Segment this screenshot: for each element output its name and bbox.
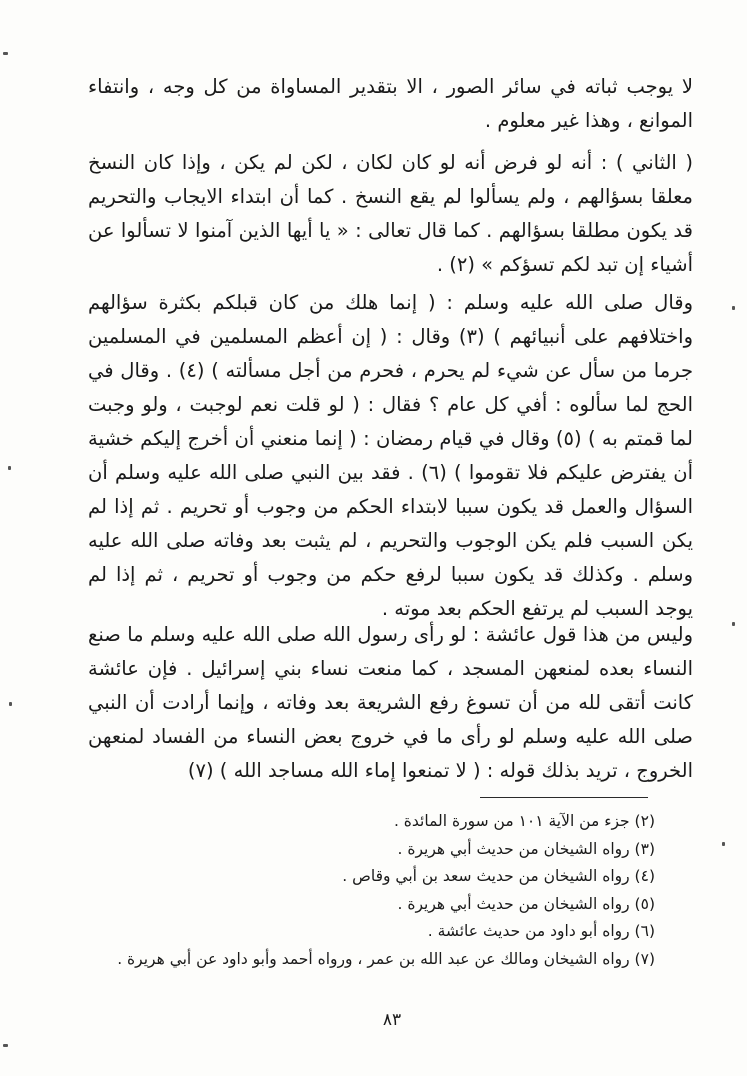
paragraph-text: لا يوجب ثباته في سائر الصور ، الا بتقدير المساواة من كل وجه ، وانتفاء الموانع ، وهذا غير معلوم . [88, 75, 693, 132]
page-number: ٨٣ [382, 1010, 402, 1030]
scan-speck [732, 306, 735, 310]
scan-speck [732, 622, 735, 626]
footnote-5: (٥) رواه الشيخان من حديث أبي هريرة . [397, 894, 655, 913]
paragraph-text: وقال صلى الله عليه وسلم : ( إنما هلك من كان قبلكم بكثرة سؤالهم واختلافهم على أنبيائهم ) (٣) وقال : ( إن أعظم المسلمين في المسلمين جرما من سأل عن شيء لم يحرم ، فحرم من أجل مسألته ) (٤) . وقال في الحج لما سألوه : أفي كل عام ؟ فقال : ( لو قلت نعم لوجبت ، ولو وجبت لما قمتم به ) (٥) وقال في قيام رمضان : ( إنما منعني أن أخرج إليكم خشية أن يفترض عليكم فلا تقوموا ) (٦) . فقد بين النبي صلى الله عليه وسلم أن السؤال والعمل قد يكون سببا لابتداء الحكم من وجوب أو تحريم . ثم إذا لم يكن السبب فلم يكن الوجوب والتحريم ، لم يثبت بعد وفاته صلى الله عليه وسلم . وكذلك قد يكون سببا لرفع حكم من وجوب أو تحريم ، ثم إذا لم يوجد السبب لم يرتفع الحكم بعد موته . [88, 291, 693, 620]
paragraph-text: وليس من هذا قول عائشة : لو رأى رسول الله صلى الله عليه وسلم ما صنع النساء بعده لمنعهن المسجد ، كما منعت نساء بني إسرائيل . فإن عائشة كانت أتقى لله من أن تسوغ رفع الشريعة بعد وفاته ، وإنما أرادت أن النبي صلى الله عليه وسلم لو رأى ما في خروج بعض النساء من الفساد لمنعهن الخروج ، تريد بذلك قوله : ( لا تمنعوا إماء الله مساجد الله ) (٧) [88, 623, 693, 782]
footnote-divider [480, 797, 648, 798]
paragraph-text: ( الثاني ) : أنه لو فرض أنه لو كان لكان ، لكن لم يكن ، وإذا كان النسخ معلقا بسؤالهم ، ولم يسألوا لم يقع النسخ . كما أن ابتداء الايجاب والتحريم قد يكون مطلقا بسؤالهم . كما قال تعالى : « يا أيها الذين آمنوا لا تسألوا عن أشياء إن تبد لكم تسؤكم » (٢) . [88, 151, 693, 276]
body-paragraph-3 [88, 286, 693, 626]
footnote-7: (٧) رواه الشيخان ومالك عن عبد الله بن عمر ، ورواه أحمد وأبو داود عن أبي هريرة . [117, 949, 655, 968]
body-paragraph-2 [88, 146, 693, 282]
scan-speck [3, 52, 8, 55]
body-paragraph-4 [88, 618, 693, 788]
scan-speck [3, 1044, 8, 1047]
footnote-4: (٤) رواه الشيخان من حديث سعد بن أبي وقاص . [342, 867, 655, 885]
body-paragraph-1 [88, 70, 693, 138]
footnote-3: (٣) رواه الشيخان من حديث أبي هريرة . [397, 839, 655, 858]
scan-speck [722, 842, 725, 846]
scan-speck [9, 702, 12, 706]
footnote-6: (٦) رواه أبو داود من حديث عائشة . [427, 922, 655, 940]
scan-speck [8, 466, 11, 470]
footnotes-section [95, 808, 655, 973]
footnote-2: (٢) جزء من الآية ١٠١ من سورة المائدة . [393, 812, 655, 830]
